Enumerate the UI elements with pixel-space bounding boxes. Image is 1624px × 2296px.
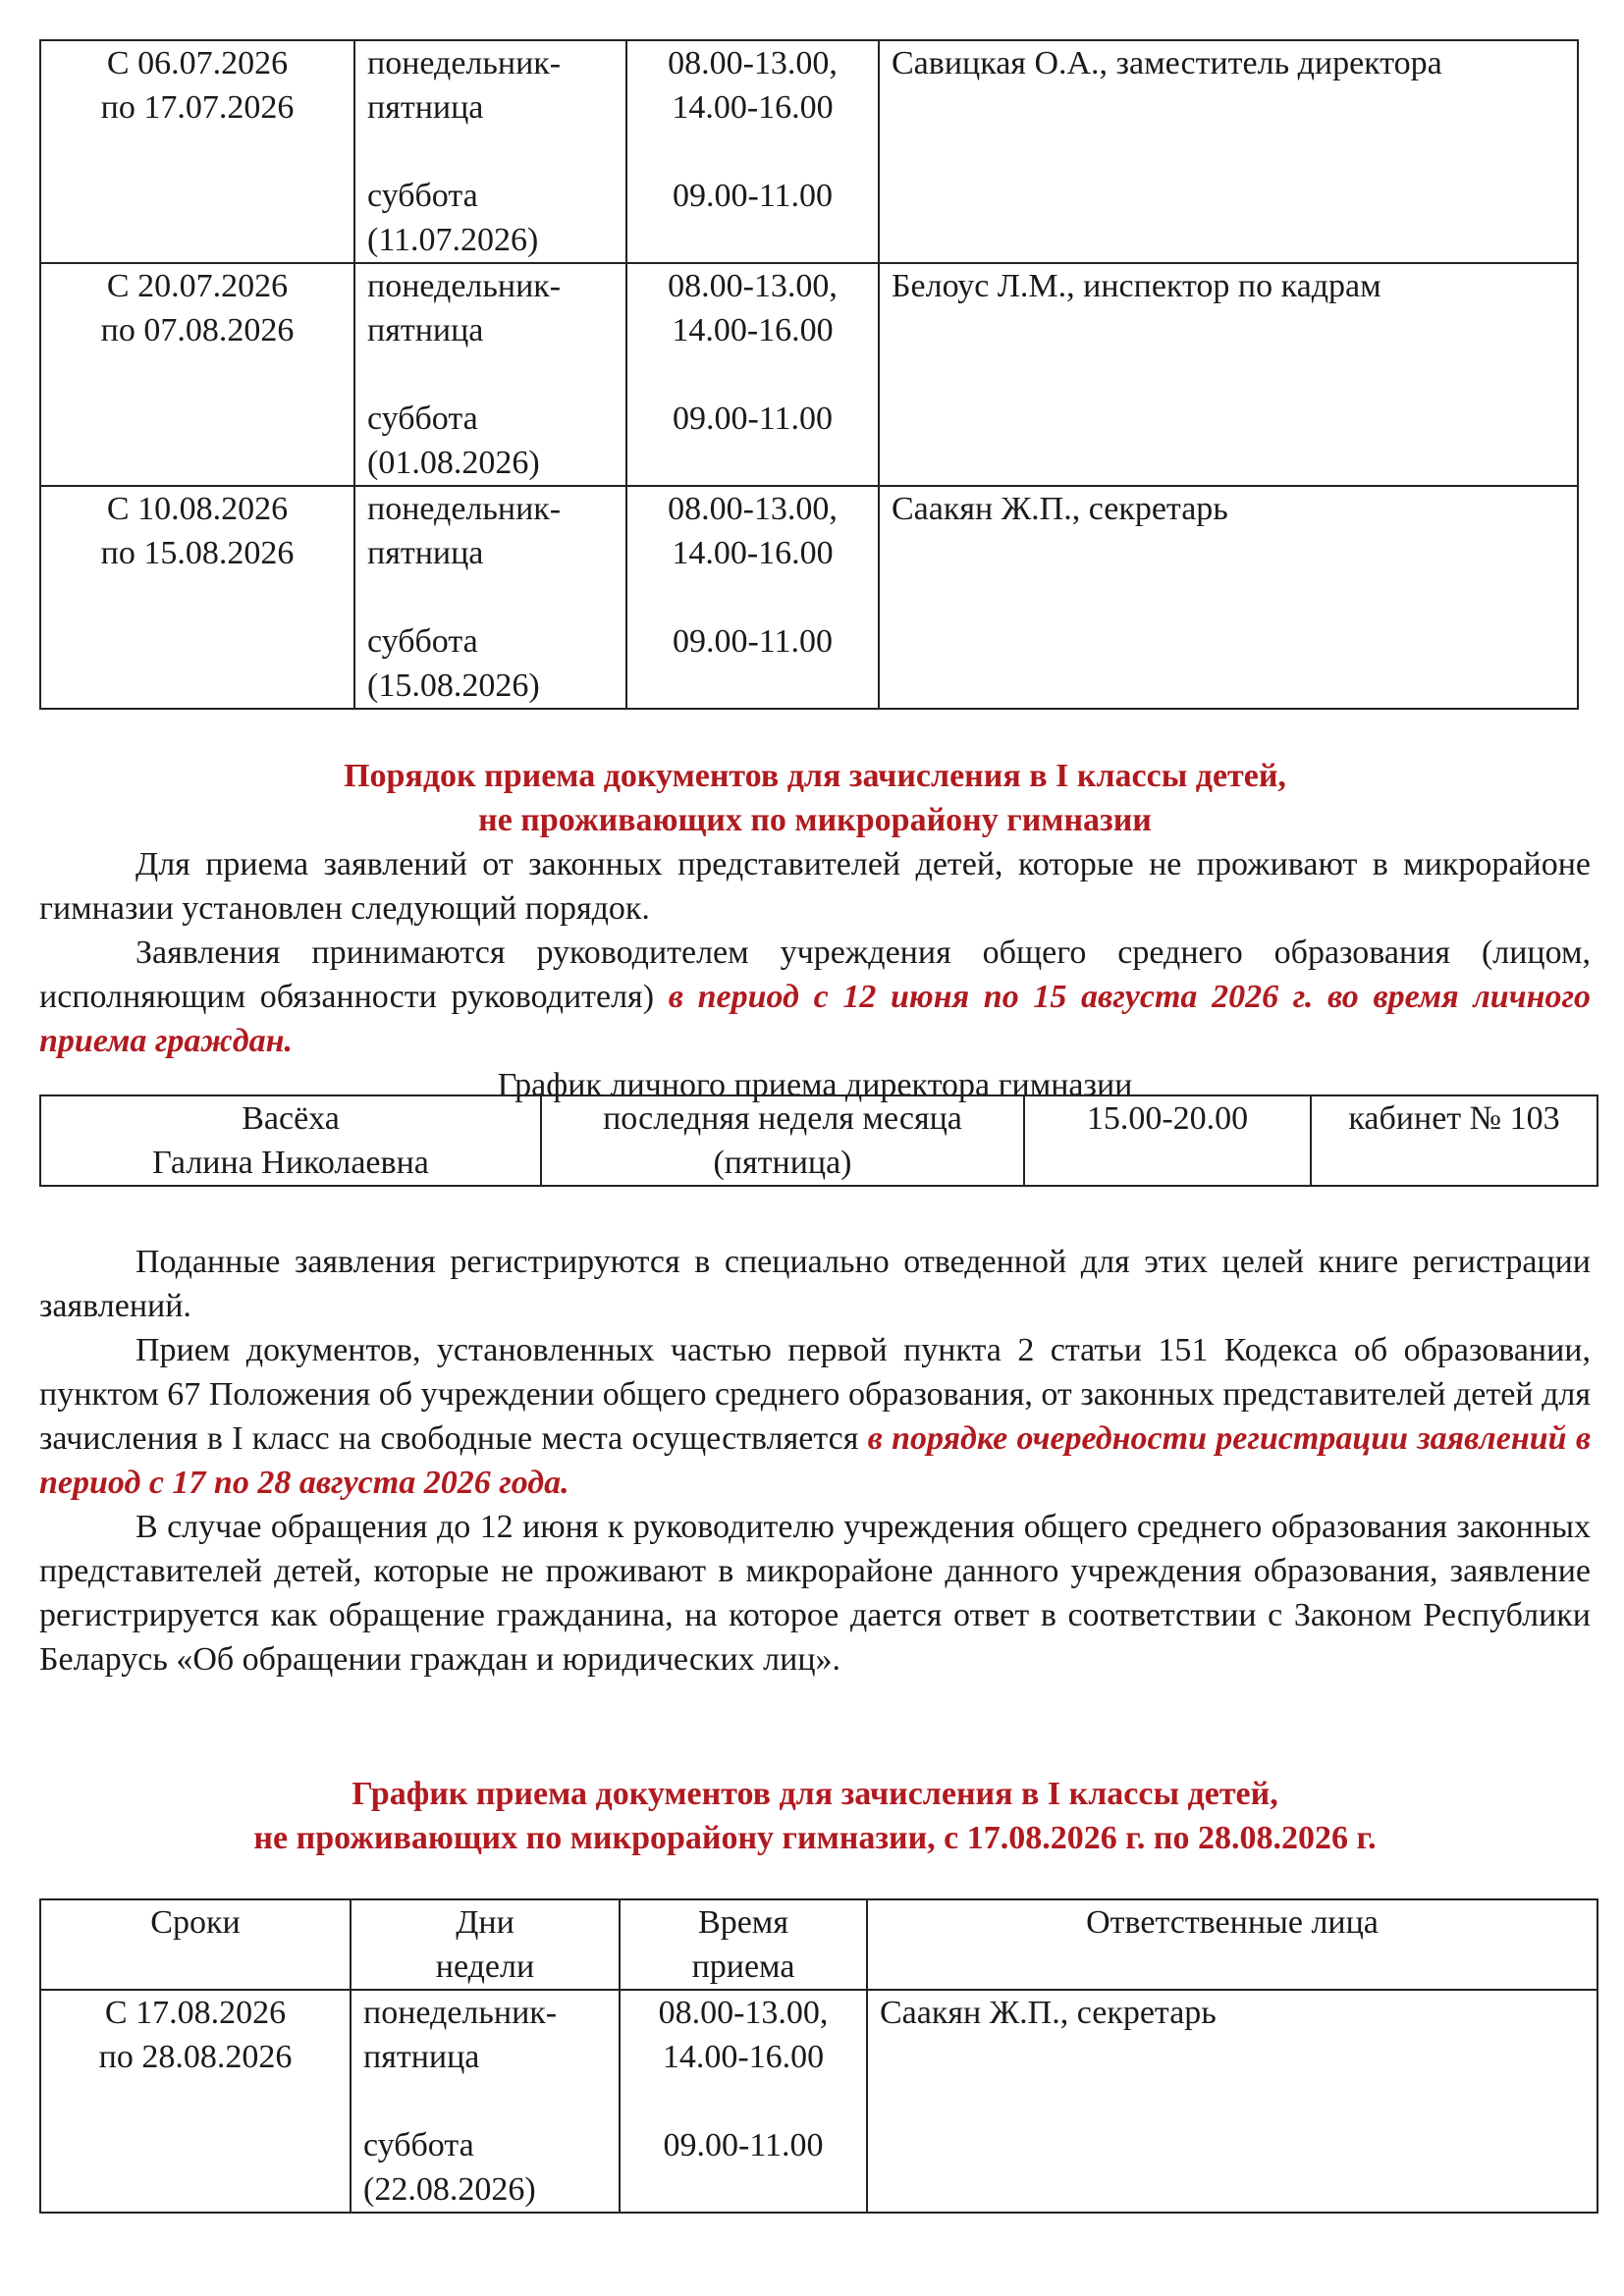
period-start: С 06.07.2026 — [106, 45, 289, 81]
table-row — [40, 263, 1578, 486]
reception-time-cell — [1024, 1095, 1311, 1186]
saturday-text: суббота — [367, 623, 478, 660]
weekdays-text: пятница — [367, 312, 484, 348]
header-text: Дни — [456, 1904, 514, 1941]
period-start: С 17.08.2026 — [104, 1995, 287, 2031]
saturday-time: 09.00-11.00 — [663, 2127, 824, 2163]
heading-line: График приема документов для зачисления в I классы детей, — [352, 1776, 1278, 1812]
period-cell — [40, 486, 354, 709]
period-end: по 17.07.2026 — [100, 89, 295, 126]
director-given-name: Галина Николаевна — [152, 1145, 429, 1181]
room-cell — [1311, 1095, 1597, 1186]
responsible-cell — [879, 40, 1578, 263]
weekdays-text: понедельник- — [367, 491, 562, 527]
weekday-time: 14.00-16.00 — [672, 312, 834, 348]
highlighted-text: . — [561, 1465, 569, 1501]
saturday-time: 09.00-11.00 — [672, 623, 834, 660]
weekday-time: 08.00-13.00, — [668, 268, 838, 304]
responsible-person: Савицкая О.А., заместитель директора — [892, 45, 1442, 81]
weekday-time: 08.00-13.00, — [668, 491, 838, 527]
header-text: приема — [691, 1949, 795, 1985]
header-period — [40, 1899, 351, 1990]
responsible-cell — [879, 263, 1578, 486]
time-cell — [626, 486, 879, 709]
table-row — [40, 1095, 1597, 1186]
weekday-time: 08.00-13.00, — [658, 1995, 829, 2031]
weekdays-text: пятница — [367, 89, 484, 126]
paragraph — [39, 1328, 1591, 1505]
director-schedule-table — [39, 1095, 1598, 1187]
weekday-time: 14.00-16.00 — [672, 535, 834, 571]
header-text: Сроки — [150, 1904, 241, 1941]
weekday-time: 14.00-16.00 — [672, 89, 834, 126]
period-cell — [40, 263, 354, 486]
time-cell — [626, 40, 879, 263]
period-cell — [40, 1990, 351, 2213]
header-text: Ответственные лица — [1086, 1904, 1379, 1941]
responsible-person: Белоус Л.М., инспектор по кадрам — [892, 268, 1381, 304]
weekday-time: 14.00-16.00 — [662, 2039, 825, 2075]
heading-line: не проживающих по микрорайону гимназии — [478, 802, 1152, 838]
paragraph — [39, 842, 1591, 931]
period-end: по 15.08.2026 — [100, 535, 295, 571]
table-row — [40, 40, 1578, 263]
paragraph — [39, 1505, 1591, 1682]
period-end: по 28.08.2026 — [98, 2039, 293, 2075]
period-end: по 07.08.2026 — [100, 312, 295, 348]
saturday-time: 09.00-11.00 — [672, 400, 834, 437]
paragraph-text: Для приема заявлений от законных представителей детей, которые не проживают в микрорайоне гимназии установлен следующий порядок. — [39, 846, 1591, 927]
time-cell — [620, 1990, 867, 2213]
weekdays-text: понедельник- — [363, 1995, 558, 2031]
table-caption: График личного приема директора гимназии — [497, 1067, 1133, 1103]
header-text: недели — [435, 1949, 535, 1985]
saturday-date: (15.08.2026) — [367, 667, 540, 704]
responsible-cell — [879, 486, 1578, 709]
weekdays-text: понедельник- — [367, 45, 562, 81]
table-header-row — [40, 1899, 1597, 1990]
director-name-cell — [40, 1095, 541, 1186]
heading-line: Порядок приема документов для зачисления в I классы детей, — [344, 758, 1286, 794]
weekday-time: 08.00-13.00, — [668, 45, 838, 81]
table-row — [40, 1990, 1597, 2213]
highlighted-text: . — [284, 1023, 294, 1059]
saturday-date: (01.08.2026) — [367, 445, 540, 481]
header-time — [620, 1899, 867, 1990]
reception-days: последняя неделя месяца — [603, 1100, 962, 1137]
room-number: кабинет № 103 — [1348, 1100, 1560, 1137]
days-cell — [354, 40, 626, 263]
period-start: С 20.07.2026 — [106, 268, 289, 304]
saturday-text: суббота — [367, 178, 478, 214]
header-days — [351, 1899, 620, 1990]
weekdays-text: понедельник- — [367, 268, 562, 304]
time-cell — [626, 263, 879, 486]
paragraph-text: Прием документов, установленных частью первой пункта 2 статьи 151 Кодекса об образовании, пунктом 67 Положения об учреждении общего среднего образования, от законных представителей детей для зачисления в I класс на свободные места осуществляется — [39, 1332, 1591, 1457]
table-row — [40, 486, 1578, 709]
paragraph-text: Поданные заявления регистрируются в специально отведенной для этих целей книге регистрации заявлений. — [39, 1244, 1591, 1324]
heading-line: не проживающих по микрорайону гимназии, с 17.08.2026 г. по 28.08.2026 г. — [253, 1820, 1377, 1856]
period-cell — [40, 40, 354, 263]
section-heading — [39, 1772, 1591, 1860]
weekdays-text: пятница — [367, 535, 484, 571]
responsible-person: Саакян Ж.П., секретарь — [880, 1995, 1217, 2031]
responsible-person: Саакян Ж.П., секретарь — [892, 491, 1228, 527]
director-surname: Васёха — [242, 1100, 340, 1137]
section-heading — [39, 754, 1591, 842]
saturday-text: суббота — [367, 400, 478, 437]
header-text: Время — [698, 1904, 788, 1941]
reception-time: 15.00-20.00 — [1086, 1100, 1249, 1137]
saturday-time: 09.00-11.00 — [672, 178, 834, 214]
reception-days-cell — [541, 1095, 1024, 1186]
highlighted-text: в порядке очередности регистрации заявлений в период с 17 по 28 августа 2026 года — [39, 1420, 1592, 1501]
days-cell — [354, 486, 626, 709]
weekdays-text: пятница — [363, 2039, 480, 2075]
reception-days: (пятница) — [713, 1145, 852, 1181]
paragraph — [39, 1240, 1591, 1328]
days-cell — [354, 263, 626, 486]
saturday-text: суббота — [363, 2127, 474, 2163]
paragraph-text: Заявления принимаются руководителем учреждения общего среднего образования (лицом, исполняющим обязанности руководителя) — [39, 934, 1591, 1015]
days-cell — [351, 1990, 620, 2213]
period-start: С 10.08.2026 — [106, 491, 289, 527]
paragraph-text: В случае обращения до 12 июня к руководителю учреждения общего среднего образования законных представителей детей, которые не проживают в микрорайоне данного учреждения образования, заявление регистрируется как обращение гражданина, на которое дается ответ в соответствии с Законом Республики Беларусь «Об обращении граждан и юридических лиц». — [39, 1509, 1591, 1678]
saturday-date: (11.07.2026) — [367, 222, 539, 258]
responsible-cell — [867, 1990, 1597, 2213]
highlighted-text: в период с 12 июня по 15 августа 2026 г. во время личного приема граждан — [39, 979, 1591, 1059]
header-responsible — [867, 1899, 1597, 1990]
paragraph — [39, 931, 1591, 1063]
saturday-date: (22.08.2026) — [363, 2171, 536, 2208]
schedule-table-bottom — [39, 1898, 1598, 2214]
schedule-table-top — [39, 39, 1579, 710]
